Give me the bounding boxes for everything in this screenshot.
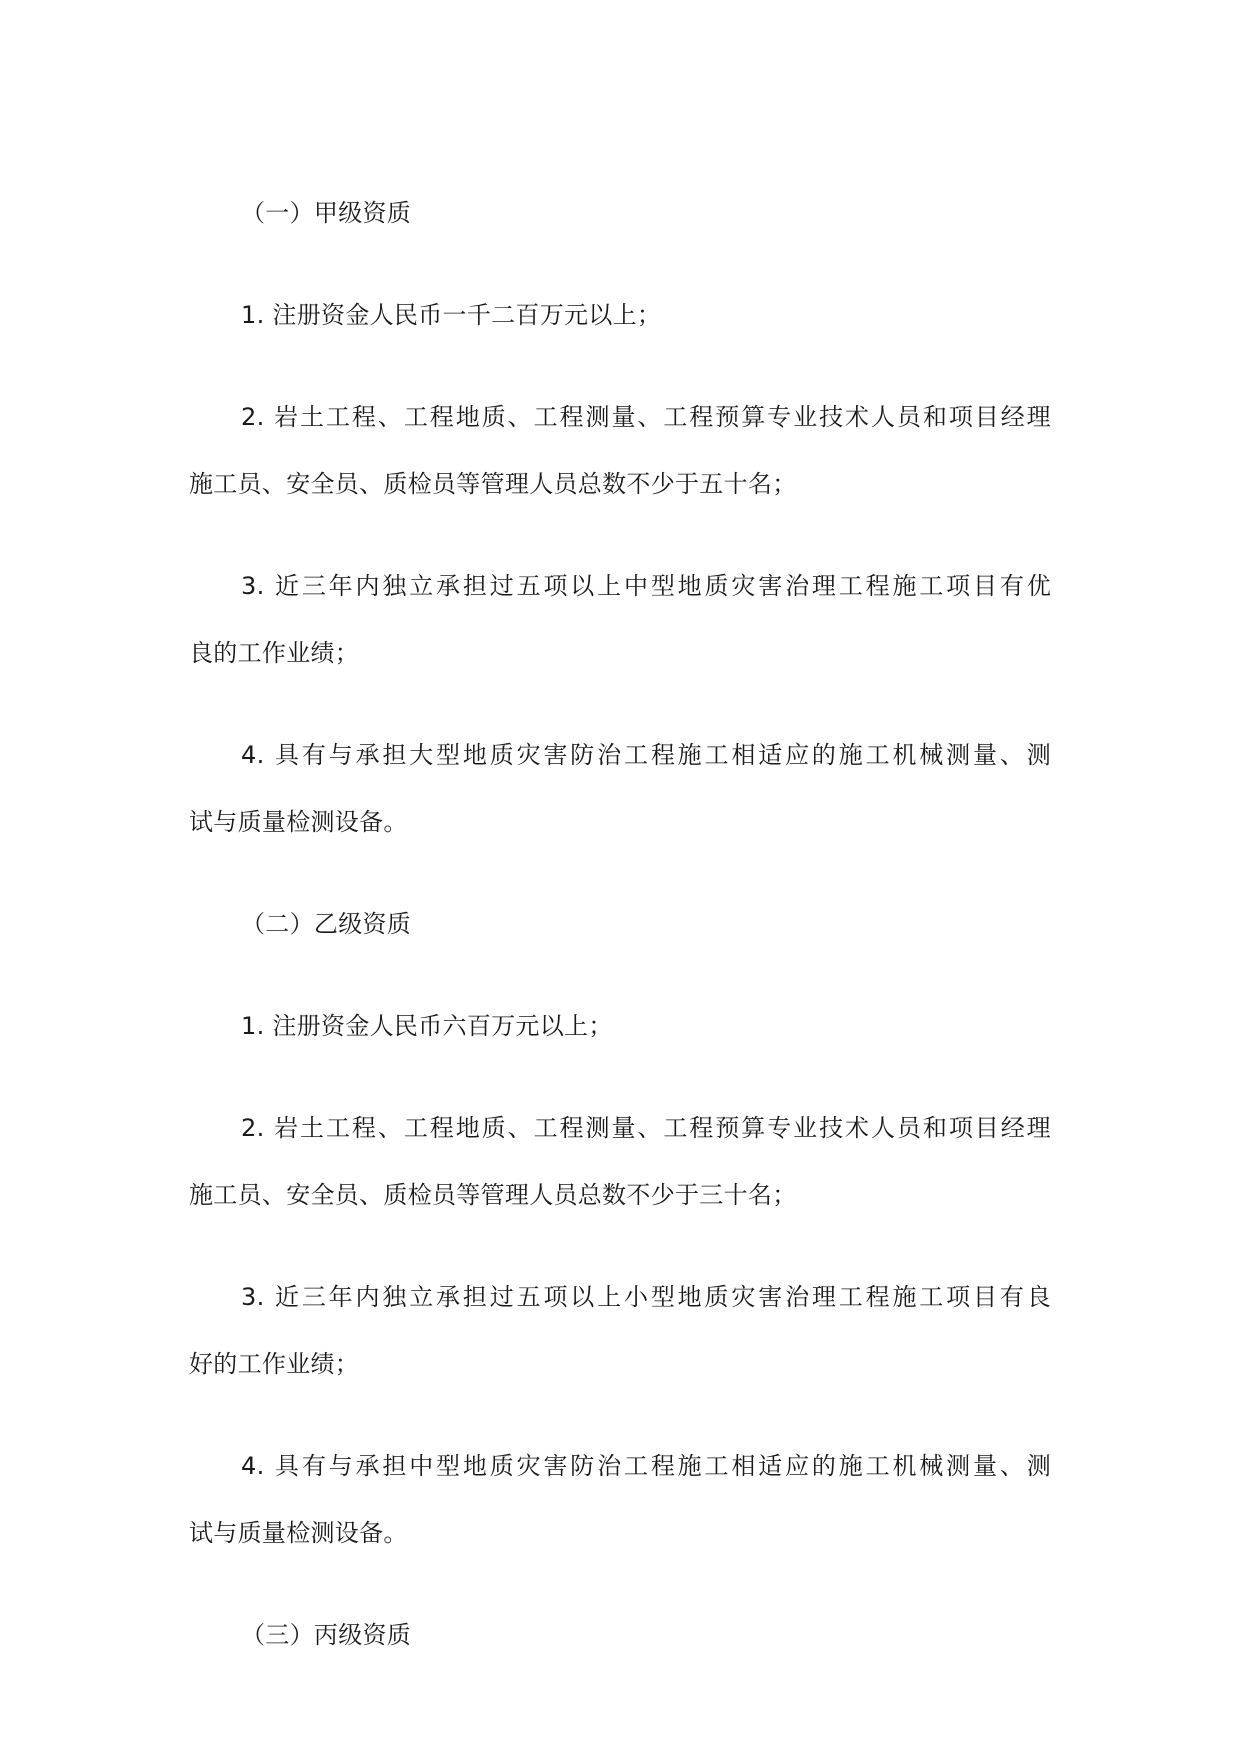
- section-heading-b: （二）乙级资质: [241, 910, 412, 938]
- a-item-1: 1. 注册资金人民币一千二百万元以上；: [241, 301, 662, 329]
- a-item-2-line-1: 2. 岩土工程、工程地质、工程测量、工程预算专业技术人员和项目经理: [241, 403, 1051, 431]
- b-item-1: 1. 注册资金人民币六百万元以上；: [241, 1012, 613, 1040]
- section-heading-c: （三）丙级资质: [241, 1621, 412, 1649]
- a-item-4-line-2: 试与质量检测设备。: [189, 808, 408, 836]
- a-item-2-line-2: 施工员、安全员、质检员等管理人员总数不少于五十名；: [189, 470, 797, 498]
- b-item-3-line-2: 好的工作业绩；: [189, 1350, 360, 1378]
- a-item-3-line-2: 良的工作业绩；: [189, 639, 360, 667]
- b-item-4-line-2: 试与质量检测设备。: [189, 1519, 408, 1547]
- section-heading-a: （一）甲级资质: [241, 199, 412, 227]
- b-item-2-line-2: 施工员、安全员、质检员等管理人员总数不少于三十名；: [189, 1181, 797, 1209]
- a-item-3-line-1: 3. 近三年内独立承担过五项以上中型地质灾害治理工程施工项目有优: [241, 572, 1051, 600]
- a-item-4-line-1: 4. 具有与承担大型地质灾害防治工程施工相适应的施工机械测量、测: [241, 741, 1051, 769]
- b-item-4-line-1: 4. 具有与承担中型地质灾害防治工程施工相适应的施工机械测量、测: [241, 1452, 1051, 1480]
- b-item-3-line-1: 3. 近三年内独立承担过五项以上小型地质灾害治理工程施工项目有良: [241, 1283, 1051, 1311]
- b-item-2-line-1: 2. 岩土工程、工程地质、工程测量、工程预算专业技术人员和项目经理: [241, 1114, 1051, 1142]
